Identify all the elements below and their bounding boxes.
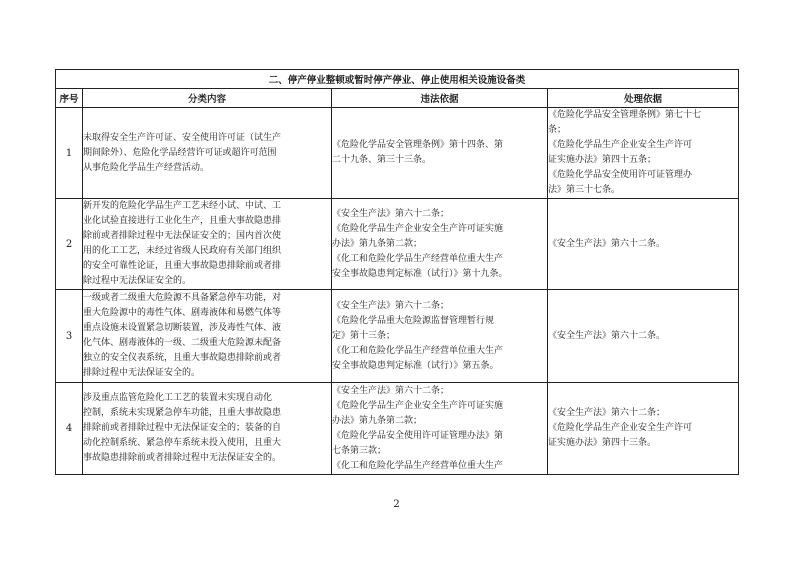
row-index: 4 xyxy=(56,383,83,475)
text-line: 一级或者二级重大危险源不具备紧急停车功能，对 xyxy=(83,293,282,303)
text-line: 《安全生产法》第六十二条； xyxy=(332,385,450,396)
text-line: 新开发的危险化学品生产工艺未经小试、中试、工 xyxy=(83,201,282,211)
text-line: 《危险化学品安全管理条例》第十四条、第 xyxy=(332,140,504,150)
regulation-table xyxy=(55,69,739,475)
text-line: 《危险化学品安全使用许可证管理办法》第 xyxy=(332,430,504,441)
text-line: 《危险化学品重大危险源监督管理暂行规 xyxy=(332,315,495,326)
text-line: 除前或者排除过程中无法保证安全的；国内首次使 xyxy=(83,231,282,241)
text-line: 《危险化学品生产企业安全生产许可 xyxy=(548,140,693,150)
table-row xyxy=(56,199,739,290)
text-line: 办法》第九条第二款； xyxy=(332,238,423,249)
text-line: 证实施办法》第四十五条； xyxy=(548,155,657,165)
text-line: 期间除外）、危险化学品经营许可证或超许可范围 xyxy=(83,147,277,158)
text-line: 《安全生产法》第六十二条； xyxy=(332,208,450,219)
text-line: 《危险化学品生产企业安全生产许可 xyxy=(548,423,693,433)
text-line: 的安全可靠性论证，且重大事故隐患排除前或者排 xyxy=(83,261,282,271)
header-index: 序号 xyxy=(56,89,83,108)
row-category xyxy=(83,383,332,475)
text-line: 未取得安全生产许可证、安全使用许可证（试生产 xyxy=(83,132,282,143)
text-line: 从事危险化学品生产经营活动。 xyxy=(83,162,210,173)
text-line: 《安全生产法》第六十二条。 xyxy=(548,330,666,341)
row-handling xyxy=(548,383,739,475)
text-line: 涉及重点监管危险化工工艺的装置未实现自动化 xyxy=(83,393,273,403)
text-line: 除过程中无法保证安全的。 xyxy=(83,276,192,286)
row-category xyxy=(83,199,332,290)
header-violation: 违法依据 xyxy=(332,89,548,108)
table-row xyxy=(56,108,739,199)
text-line: 二十九条、第三十三条。 xyxy=(332,155,432,165)
row-violation xyxy=(332,108,548,199)
text-line: 排除前或者排除过程中无法保证安全的；装备的自 xyxy=(83,423,282,433)
text-line: 《危险化学品生产企业安全生产许可证实施 xyxy=(332,400,504,411)
page-number: 2 xyxy=(393,499,400,510)
text-line: 动化控制系统、紧急停车系统未投入使用，且重大 xyxy=(83,438,282,448)
text-line: 《安全生产法》第六十二条； xyxy=(548,408,666,418)
row-handling xyxy=(548,108,739,199)
row-handling xyxy=(548,290,739,383)
text-line: 重点设施未设置紧急切断装置，涉及毒性气体、液 xyxy=(83,323,282,333)
table-title-row xyxy=(56,70,739,89)
text-line: 安全事故隐患判定标准（试行）》第十九条。 xyxy=(332,268,508,279)
table-body xyxy=(56,108,739,475)
text-line: 定》第十三条； xyxy=(332,330,396,341)
row-index: 3 xyxy=(56,290,83,383)
text-line: 《化工和危险化学品生产经营单位重大生产 xyxy=(332,345,504,356)
text-line: 《化工和危险化学品生产经营单位重大生产 xyxy=(332,460,504,471)
row-handling xyxy=(548,199,739,290)
text-line: 安全事故隐患判定标准（试行）》第五条。 xyxy=(332,360,499,371)
text-line: 《危险化学品生产企业安全生产许可证实施 xyxy=(332,223,504,234)
text-line: 独立的安全仪表系统，且重大事故隐患排除前或者 xyxy=(83,353,282,363)
text-line: 用的化工工艺，未经过省级人民政府有关部门组织 xyxy=(83,246,282,256)
text-line: 《安全生产法》第六十二条。 xyxy=(548,238,666,249)
text-line: 排除过程中无法保证安全的。 xyxy=(83,368,201,378)
text-line: 法》第三十七条。 xyxy=(548,185,621,195)
text-line: 办法》第九条第二款； xyxy=(332,415,423,426)
row-category xyxy=(83,108,332,199)
text-line: 业化试验直接进行工业化生产，且重大事故隐患排 xyxy=(83,216,282,226)
table-row xyxy=(56,290,739,383)
header-handling: 处理依据 xyxy=(548,89,739,108)
text-line: 《危险化学品安全使用许可证管理办 xyxy=(548,170,693,180)
text-line: 事故隐患排除前或者排除过程中无法保证安全的。 xyxy=(83,453,282,463)
text-line: 控制，系统未实现紧急停车功能，且重大事故隐患 xyxy=(83,408,282,418)
text-line: 《安全生产法》第六十二条； xyxy=(332,300,450,311)
row-violation xyxy=(332,199,548,290)
row-index: 1 xyxy=(56,108,83,199)
text-line: 重大危险源中的毒性气体、剧毒液体和易燃气体等 xyxy=(83,308,282,318)
header-category: 分类内容 xyxy=(83,89,332,108)
text-line: 条； xyxy=(548,125,567,135)
text-line: 《化工和危险化学品生产经营单位重大生产 xyxy=(332,253,504,264)
row-violation xyxy=(332,383,548,475)
table-header-row xyxy=(56,89,739,108)
row-index: 2 xyxy=(56,199,83,290)
text-line: 化气体、剧毒液体的一级、二级重大危险源未配备 xyxy=(83,338,282,348)
text-line: 证实施办法》第四十三条。 xyxy=(548,438,657,448)
text-line: 《危险化学品安全管理条例》第七十七 xyxy=(548,110,702,120)
row-category xyxy=(83,290,332,383)
row-violation xyxy=(332,290,548,383)
text-line: 七条第三款； xyxy=(332,445,387,456)
table-row xyxy=(56,383,739,475)
table-title: 二、停产停业整顿或暂时停产停业、停止使用相关设施设备类 xyxy=(56,70,739,89)
